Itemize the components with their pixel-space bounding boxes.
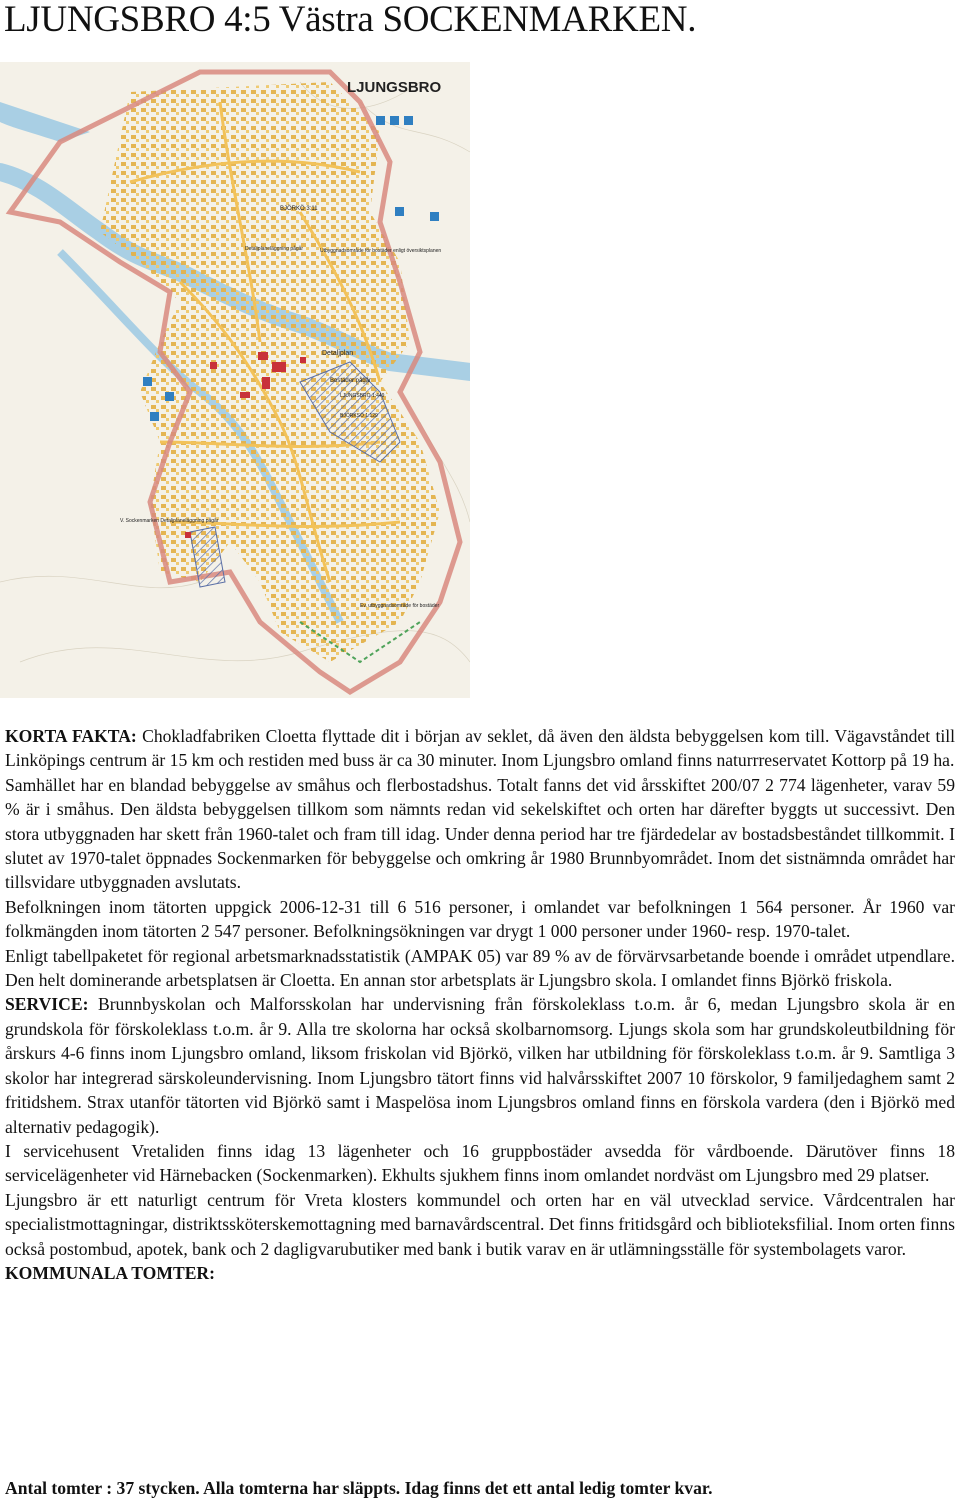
paragraph-kommunala-tomter (5, 1261, 955, 1285)
body-text (5, 724, 955, 1285)
map-image (0, 62, 470, 698)
label-utbyggnad-nord: Utbyggnadsområde för bostäder enligt översiktsplanen (320, 248, 442, 254)
page-title: LJUNGSBRO 4:5 Västra SOCKENMARKEN. (4, 0, 697, 40)
label-utbyggnad-syd: Ev. utbyggnadsområde för bostäder (360, 603, 440, 609)
label-service: SERVICE: (5, 994, 89, 1015)
label-detaljplan: Detaljplan (322, 350, 354, 357)
label-korta-fakta: KORTA FAKTA: (5, 726, 137, 746)
footer-note: Antal tomter : 37 stycken. Alla tomterna har släppts. Idag finns det ett antal ledig tomter kvar. (5, 1478, 713, 1498)
paragraph-service (5, 992, 955, 1138)
text-service: Brunnbyskolan och Malforsskolan har undervisning från förskoleklass t.o.m. år 6, medan Ljungsbro skola är en grundskola för förskoleklass t.o.m. år 9. Alla tre skolorna har också skolbarnomsorg. Ljungs skola som har grundskoleutbildning för årskurs 4-6 finns inom Ljungsbro omland, liksom friskolan vid Björkö, vilken har utbildning för förskoleklass t.o.m. år 9. Samtliga 3 skolor har integrerad särskoleundervisning. Inom Ljungsbro tätort finns vid halvårsskiftet 2007 10 förskolor, 9 familjedaghem samt 2 fritidshem. Strax utanför tätorten vid Björkö samt i Maspelösa inom Ljungsbros omland finns en förskola vardera (den i Björkö med alternativ pedagogik). (5, 994, 955, 1137)
label-bjorko: BJÖRKÖ 3:11 (280, 206, 318, 212)
label-detaljplan-pagar: Detaljplaneläggning pågår (245, 246, 304, 252)
map-title: LJUNGSBRO (347, 79, 442, 96)
paragraph-centrum: Ljungsbro är ett naturligt centrum för Vreta klosters kommundel och orten har en väl utvecklad service. Vårdcentralen har specialistmottagningar, distriktssköterskemottagning med barnavårdscentral. Det finns fritidsgård och biblioteksfilial. Inom orten finns också postombud, apotek, bank och 2 dagligvarubutiker med bank i butik varav en är utlämningsställe för systembolagets varor. (5, 1189, 955, 1259)
label-kommunala-tomter: KOMMUNALA TOMTER: (5, 1262, 215, 1283)
paragraph-korta-fakta (5, 724, 955, 773)
text-korta-fakta: Chokladfabriken Cloetta flyttade dit i början av seklet, då även den äldsta bebyggelsen kom till. Vägavståndet till Linköpings centrum är 15 km och restiden med buss är ca 30 minuter. Inom Ljungsbro omland finns naturrreservatet Kottorp på 19 ha. (5, 726, 955, 771)
paragraph-bebyggelse: Samhället har en blandad bebyggelse av småhus och flerbostadshus. Totalt fanns det vid årsskiftet 200/07 2 774 lägenheter, varav 59 % är i småhus. Den äldsta bebyggelsen tillkom som nämnts redan vid sekelskiftet och orten har därefter byggts ut successivt. Den stora utbyggnaden har skett från 1960-talet och fram till idag. Under denna period har tre fjärdedelar av bostadsbeståndet tillkommit. I slutet av 1970-talet öppnades Sockenmarken för bebyggelse och omkring år 1980 Brunnbyområdet. Inom det sistnämnda området har tillsvidare utbyggnaden avslutats. (5, 774, 955, 893)
paragraph-befolkning: Befolkningen inom tätorten uppgick 2006-12-31 till 6 516 personer, i omlandet var befolkningen 1 564 personer. År 1960 var folkmängden inom tätorten 2 547 personer. Befolkningsökningen var drygt 1 000 personer under 1960- resp. 1970-talet. (5, 896, 955, 942)
paragraph-vardboende: I servicehusent Vretaliden finns idag 13 lägenheter och 16 gruppbostäder avsedda för vårdboende. Därutöver finns 18 servicelägenheter vid Härnebacken (Sockenmarken). Ekhults sjukhem finns inom omlandet nordväst om Ljungsbro med 29 platser. (5, 1140, 955, 1186)
label-v-sockenmarken: V. Sockenmarken Detaljplaneläggning pågår (120, 518, 219, 524)
label-bjorkso: BJÖRKSÖ 1:129 (340, 413, 378, 419)
label-bostader: Bostäder pågår (330, 378, 372, 384)
paragraph-arbetsmarknad: Enligt tabellpaketet för regional arbetsmarknadsstatistik (AMPAK 05) var 89 % av de förvärvsarbetande boende i området utpendlare. Den helt dominerande arbetsplatsen är Cloetta. En annan stor arbetsplats är Ljungsbro skola. I omlandet finns Björkö friskola. (5, 945, 955, 991)
label-ljungsbro-1449: LJUNGSBRO 1:449 (340, 393, 385, 399)
